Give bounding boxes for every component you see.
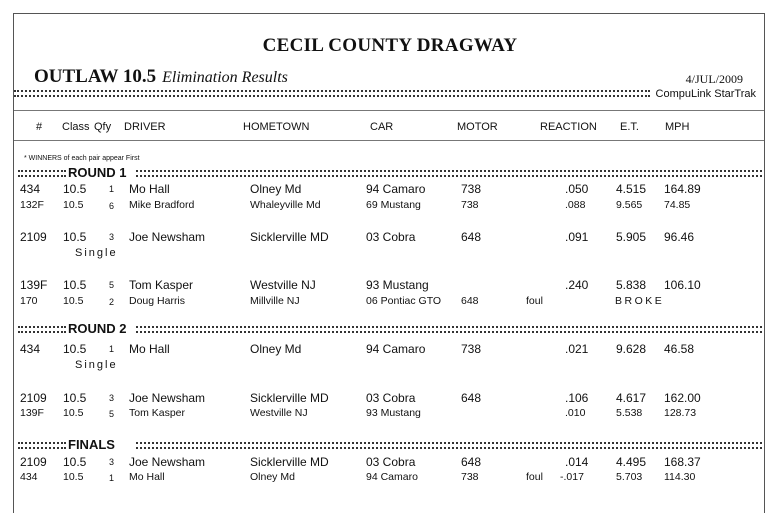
col-et: E.T. xyxy=(620,121,639,133)
col-qfy: Qfy xyxy=(94,121,112,133)
hometown: Olney Md xyxy=(250,182,302,196)
motor: 738 xyxy=(461,471,479,483)
qualify-position: 6 xyxy=(109,201,115,211)
qualify-position: 5 xyxy=(109,280,115,290)
hometown: Sicklerville MD xyxy=(250,455,329,469)
driver-name: Joe Newsham xyxy=(129,391,206,405)
hometown: Sicklerville MD xyxy=(250,230,329,244)
result-row xyxy=(14,182,764,198)
result-row xyxy=(14,471,764,487)
driver-name: Mike Bradford xyxy=(129,199,195,211)
qualify-position: 3 xyxy=(109,393,115,403)
result-row xyxy=(14,230,764,246)
class-value: 10.5 xyxy=(63,455,87,469)
qualify-position: 3 xyxy=(109,457,115,467)
car-number: 2109 xyxy=(20,391,47,405)
car-number: 2109 xyxy=(20,230,47,244)
qualify-position: 1 xyxy=(109,473,115,483)
qualify-position: 3 xyxy=(109,232,115,242)
reaction-time: .106 xyxy=(565,391,589,405)
driver-name: Mo Hall xyxy=(129,342,170,356)
event-subtitle: Elimination Results xyxy=(162,69,288,86)
event-class: OUTLAW 10.5 xyxy=(34,66,157,87)
foul-mark: foul xyxy=(526,295,543,307)
class-value: 10.5 xyxy=(63,407,84,419)
reaction-time: .021 xyxy=(565,342,589,356)
car-model: 94 Camaro xyxy=(366,182,426,196)
motor: 648 xyxy=(461,455,482,469)
speed-mph: 46.58 xyxy=(664,342,695,356)
car-number: 139F xyxy=(20,407,44,419)
dotted-rule xyxy=(14,90,650,97)
speed-mph: 128.73 xyxy=(664,407,697,419)
car-model: 06 Pontiac GTO xyxy=(366,295,442,307)
result-row xyxy=(14,278,764,294)
elapsed-time: 4.495 xyxy=(616,455,647,469)
col-hometown: HOMETOWN xyxy=(243,121,310,133)
single-run-label: Single xyxy=(75,359,118,371)
result-row xyxy=(14,295,764,311)
reaction-time: .088 xyxy=(565,199,586,211)
class-value: 10.5 xyxy=(63,278,87,292)
car-model: 94 Camaro xyxy=(366,342,426,356)
hometown: Olney Md xyxy=(250,342,302,356)
class-value: 10.5 xyxy=(63,182,87,196)
col-class: Class xyxy=(62,121,90,133)
reaction-time: .240 xyxy=(565,278,589,292)
motor: 648 xyxy=(461,295,479,307)
header-rule-top xyxy=(14,110,764,111)
car-number: 434 xyxy=(20,342,41,356)
elapsed-time: 4.617 xyxy=(616,391,647,405)
hometown: Westville NJ xyxy=(250,407,308,419)
finals-label: FINALS xyxy=(68,437,115,452)
result-row xyxy=(14,342,764,358)
driver-name: Mo Hall xyxy=(129,471,165,483)
driver-name: Tom Kasper xyxy=(129,407,186,419)
dotted-rule xyxy=(18,170,66,177)
car-model: 69 Mustang xyxy=(366,199,421,211)
hometown: Olney Md xyxy=(250,471,295,483)
event-title xyxy=(34,66,288,88)
motor: 648 xyxy=(461,230,482,244)
col-driver: DRIVER xyxy=(124,121,166,133)
dotted-rule xyxy=(136,170,762,177)
hometown: Sicklerville MD xyxy=(250,391,329,405)
timing-system: CompuLink StarTrak xyxy=(655,88,756,100)
driver-name: Tom Kasper xyxy=(129,278,194,292)
result-row xyxy=(14,391,764,407)
class-value: 10.5 xyxy=(63,342,87,356)
hometown: Westville NJ xyxy=(250,278,316,292)
elapsed-time: 9.628 xyxy=(616,342,647,356)
hometown: Whaleyville Md xyxy=(250,199,321,211)
car-number: 434 xyxy=(20,182,41,196)
elapsed-time: 5.538 xyxy=(616,407,643,419)
elapsed-time: 9.565 xyxy=(616,199,643,211)
col-motor: MOTOR xyxy=(457,121,498,133)
class-value: 10.5 xyxy=(63,199,84,211)
round-2-label: ROUND 2 xyxy=(68,321,127,336)
elapsed-time: 5.838 xyxy=(616,278,647,292)
track-title: CECIL COUNTY DRAGWAY xyxy=(262,35,518,56)
driver-name: Mo Hall xyxy=(129,182,170,196)
car-number: 2109 xyxy=(20,455,47,469)
car-number: 434 xyxy=(20,471,38,483)
speed-mph: 168.37 xyxy=(664,455,701,469)
reaction-time: .010 xyxy=(565,407,586,419)
speed-mph: 162.00 xyxy=(664,391,701,405)
driver-name: Doug Harris xyxy=(129,295,186,307)
foul-mark: foul xyxy=(526,471,543,483)
elapsed-time: 5.905 xyxy=(616,230,647,244)
car-model: 93 Mustang xyxy=(366,278,429,292)
class-value: 10.5 xyxy=(63,295,84,307)
dotted-rule xyxy=(136,442,762,449)
round-1-label: ROUND 1 xyxy=(68,165,127,180)
class-value: 10.5 xyxy=(63,471,84,483)
result-row xyxy=(14,407,764,423)
speed-mph: 96.46 xyxy=(664,230,695,244)
car-model: 03 Cobra xyxy=(366,455,416,469)
driver-name: Joe Newsham xyxy=(129,230,206,244)
hometown: Millville NJ xyxy=(250,295,300,307)
header-rule-bottom xyxy=(14,140,764,141)
motor: 738 xyxy=(461,342,482,356)
car-model: 03 Cobra xyxy=(366,230,416,244)
qualify-position: 1 xyxy=(109,344,115,354)
reaction-time: .014 xyxy=(565,455,589,469)
car-number: 132F xyxy=(20,199,44,211)
event-date: 4/JUL/2009 xyxy=(685,72,743,86)
driver-name: Joe Newsham xyxy=(129,455,206,469)
result-row xyxy=(14,455,764,471)
qualify-position: 1 xyxy=(109,184,115,194)
col-mph: MPH xyxy=(665,121,690,133)
col-reaction: REACTION xyxy=(540,121,597,133)
reaction-time: -.017 xyxy=(560,471,584,483)
motor: 738 xyxy=(461,182,482,196)
motor: 648 xyxy=(461,391,482,405)
qualify-position: 5 xyxy=(109,409,115,419)
dotted-rule xyxy=(18,326,66,333)
reaction-time: .050 xyxy=(565,182,589,196)
car-model: 03 Cobra xyxy=(366,391,416,405)
winners-note: * WINNERS of each pair appear First xyxy=(24,155,140,162)
car-model: 94 Camaro xyxy=(366,471,418,483)
class-value: 10.5 xyxy=(63,391,87,405)
result-row xyxy=(14,199,764,215)
car-number: 139F xyxy=(20,278,48,292)
dotted-rule xyxy=(136,326,762,333)
speed-mph: 164.89 xyxy=(664,182,701,196)
col-car: CAR xyxy=(370,121,394,133)
speed-mph: 106.10 xyxy=(664,278,701,292)
broke-status: BROKE xyxy=(615,295,665,307)
col-num: # xyxy=(36,121,43,133)
dotted-rule xyxy=(18,442,66,449)
speed-mph: 74.85 xyxy=(664,199,691,211)
elapsed-time: 5.703 xyxy=(616,471,643,483)
results-sheet xyxy=(13,13,765,513)
reaction-time: .091 xyxy=(565,230,589,244)
elapsed-time: 4.515 xyxy=(616,182,647,196)
car-model: 93 Mustang xyxy=(366,407,421,419)
qualify-position: 2 xyxy=(109,297,115,307)
single-run-label: Single xyxy=(75,247,118,259)
class-value: 10.5 xyxy=(63,230,87,244)
car-number: 170 xyxy=(20,295,38,307)
speed-mph: 114.30 xyxy=(664,471,696,483)
motor: 738 xyxy=(461,199,479,211)
